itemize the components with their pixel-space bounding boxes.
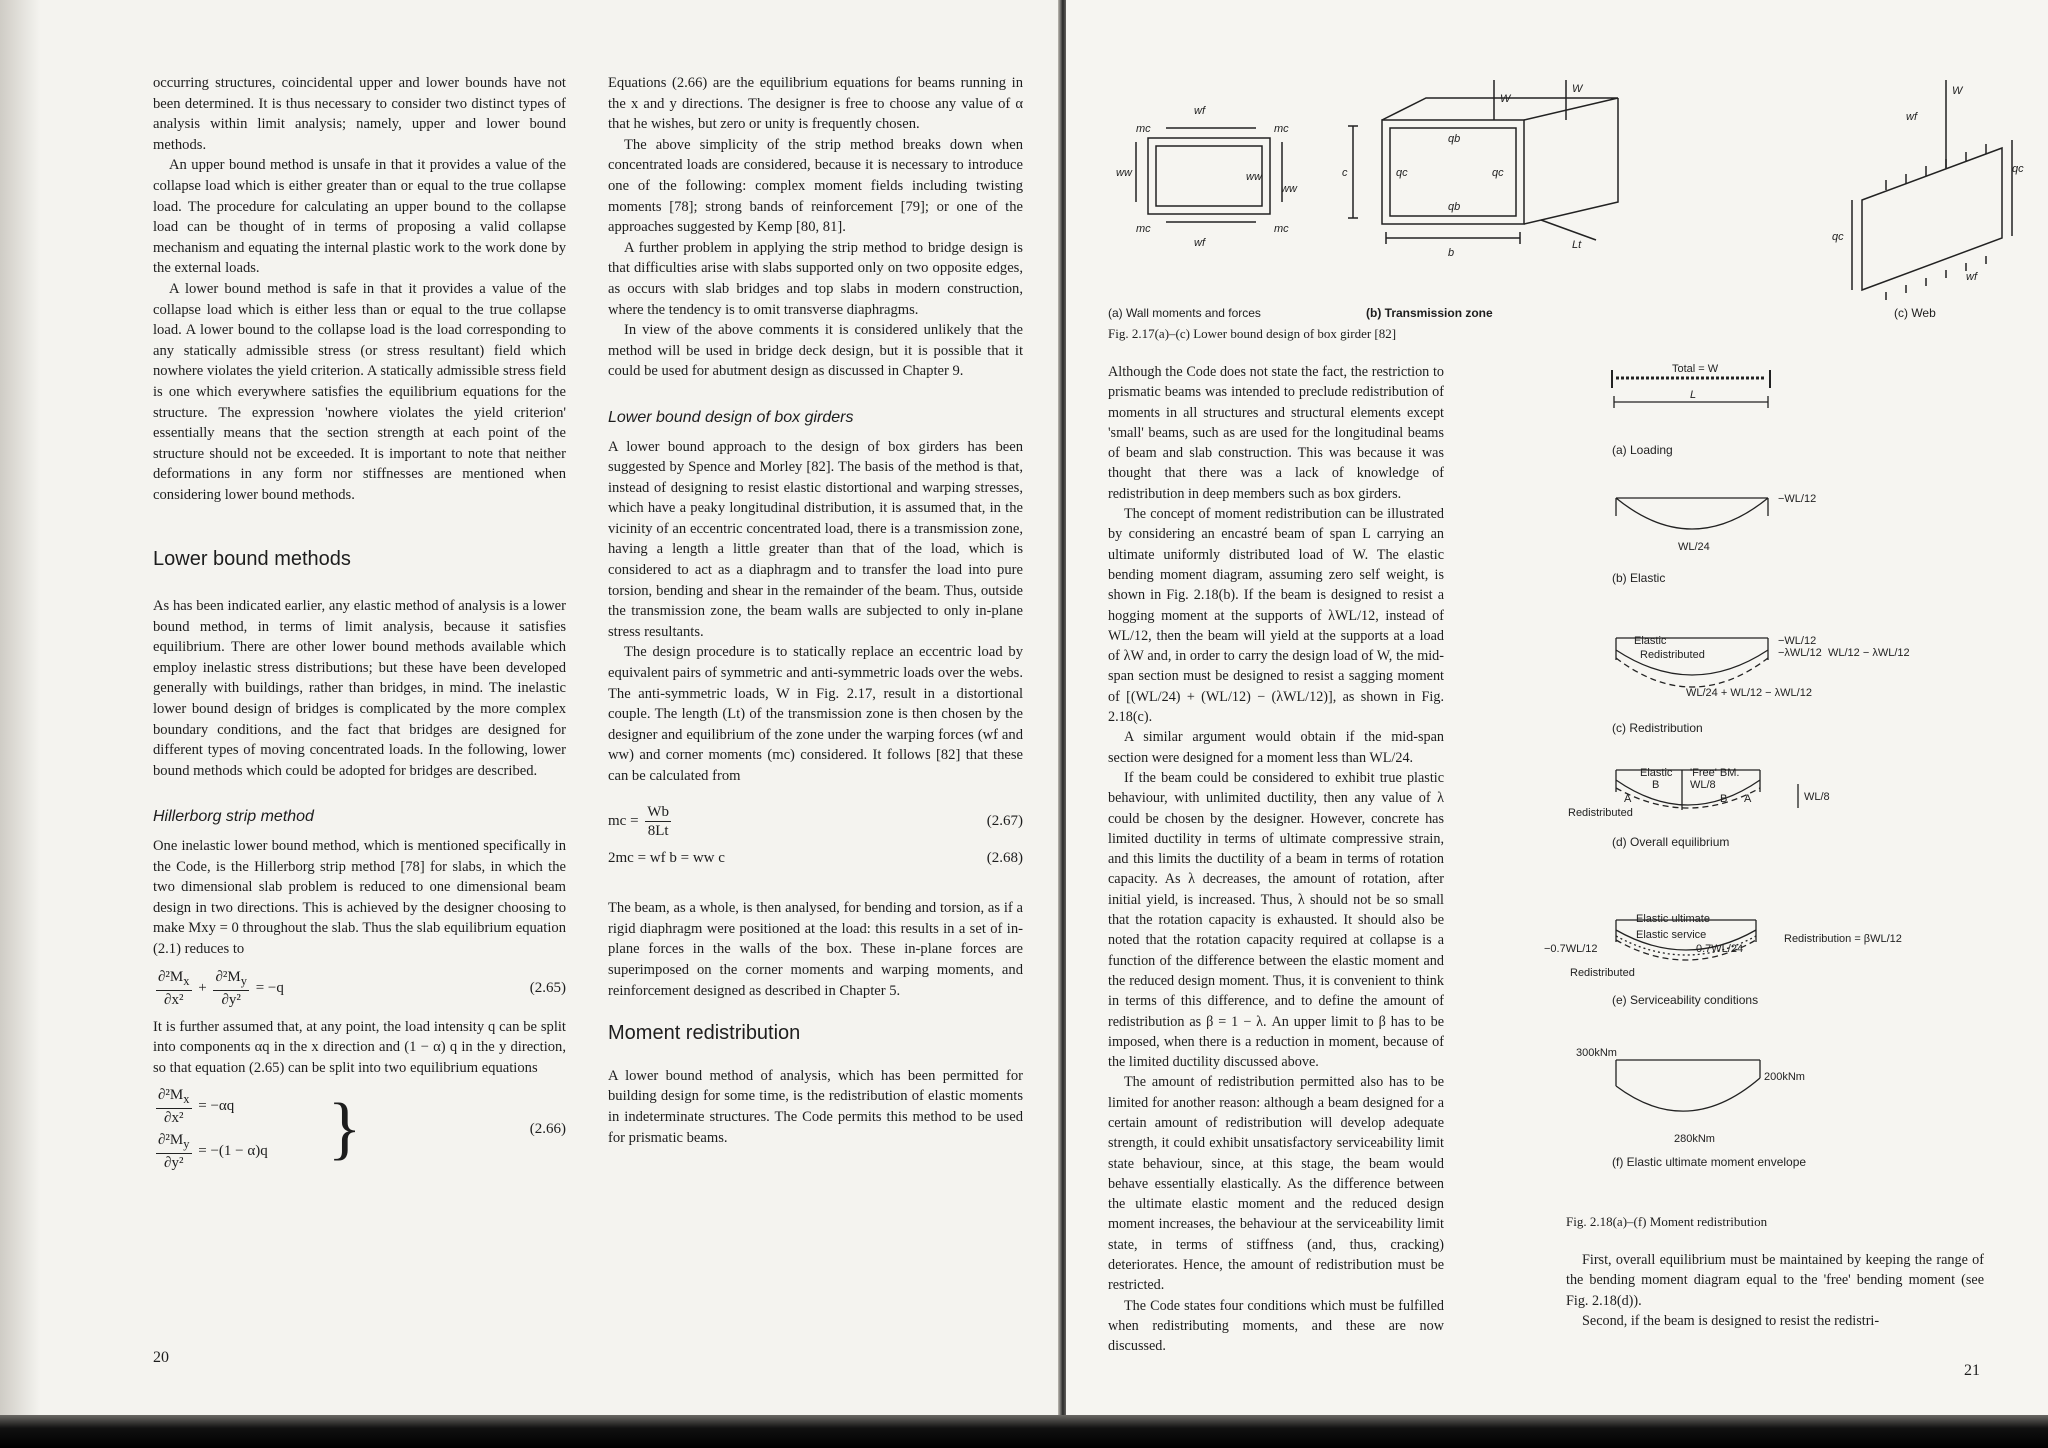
figure-2-17 — [1096, 80, 2036, 325]
svg-text:wf: wf — [1906, 111, 1917, 123]
svg-text:qb: qb — [1448, 201, 1461, 213]
svg-text:(b) Elastic: (b) Elastic — [1612, 571, 1666, 585]
page-edge-shadow — [0, 0, 40, 1448]
svg-text:WL/8: WL/8 — [1804, 791, 1830, 803]
svg-text:Elastic service: Elastic service — [1636, 929, 1707, 941]
paragraph: Although the Code does not state the fact, the restriction to prismatic beams was intended to preclude redistribution of moments in all structures and structural elements except 'small' beams, such as are used for the longitudinal beams of beam and slab construction. This was because it was thought that there was a lack of knowledge of redistribution in deep members such as box girders. — [1108, 364, 1444, 502]
svg-text:WL/8: WL/8 — [1690, 779, 1716, 791]
paragraph: A lower bound approach to the design of box girders has been suggested by Spence and Morley [82]. The basis of the method is that, instead of designing to resist elastic distortional and warping stresses, which have a peaky longitudinal distribution, it is assumed that, in the vicinity of an eccentric concentrated load, there is a transmission zone, having a length a little greater than that of the load, which is considered to act as a diaphragm and to transfer the load into pure torsion, bending and shear in the remainder of the beam. Thus, outside the transmission zone, the beam walls are subjected to only in-plane stress resultants. — [608, 438, 1023, 640]
svg-text:Redistributed: Redistributed — [1640, 649, 1705, 661]
svg-text:Elastic ultimate: Elastic ultimate — [1636, 913, 1710, 925]
fig-2-17-label-a: (a) Wall moments and forces — [1108, 306, 1261, 320]
heading-lower-bound-methods: Lower bound methods — [153, 548, 351, 571]
svg-text:L: L — [1690, 389, 1697, 401]
page-number: 20 — [153, 1349, 169, 1366]
svg-text:c: c — [1342, 167, 1348, 179]
right-page — [1066, 0, 2048, 1448]
svg-text:ww: ww — [1281, 183, 1297, 195]
equation-2-68: 2mc = wf b = ww c (2.68) — [608, 848, 1023, 869]
left-column-1 — [153, 73, 566, 1180]
svg-text:A: A — [1744, 793, 1752, 805]
svg-text:qc: qc — [1492, 167, 1504, 179]
svg-text:wf: wf — [1194, 105, 1205, 117]
svg-text:WL/12 − λWL/12: WL/12 − λWL/12 — [1828, 647, 1910, 659]
paragraph: Equations (2.66) are the equilibrium equations for beams running in the x and y directions. The designer is free to choose any value of α that he wishes, but zero or unity is frequently chosen. — [608, 75, 1023, 133]
svg-text:wf: wf — [1194, 237, 1205, 249]
svg-text:b: b — [1448, 247, 1455, 259]
paragraph: A similar argument would obtain if the mid-span section were designed for a moment less than WL/24. — [1108, 729, 1444, 766]
svg-text:mc: mc — [1274, 223, 1289, 235]
scan-bottom-shadow — [0, 1415, 2048, 1448]
svg-text:qb: qb — [1448, 133, 1461, 145]
figure-2-18 — [1544, 360, 2036, 1230]
svg-text:B: B — [1652, 779, 1660, 791]
svg-text:(f) Elastic ultimate moment en: (f) Elastic ultimate moment envelope — [1612, 1155, 1807, 1169]
svg-text:Redistribution = βWL/12: Redistribution = βWL/12 — [1784, 933, 1902, 945]
svg-text:A: A — [1624, 793, 1632, 805]
paragraph: The above simplicity of the strip method breaks down when concentrated loads are considered, because it is necessary to introduce one of the following: complex moment fields including twisting moments [78]; strong bands of reinforcement [79]; or one of the approaches suggested by Kemp [80, 81]. — [608, 136, 1023, 236]
heading-box-girders: Lower bound design of box girders — [608, 408, 854, 426]
fig-2-17-caption: Fig. 2.17(a)–(c) Lower bound design of box girder [82] — [1108, 326, 1397, 341]
paragraph: A further problem in applying the strip method to bridge design is that difficulties arise with slabs supported only on two opposite edges, as occurs with slab bridges and top slabs in modern construction, where the tendency is to omit transverse diaphragms. — [608, 239, 1023, 318]
equation-2-66: $\frac{\partial^2M_x}{\text{∂x²}}$ = −αq $\frac{\partial^2M_y}{\text{∂y²}}$ = −(1 − α)q } (2.66) — [158, 1087, 566, 1172]
right-column-2 — [1566, 1250, 1984, 1331]
paragraph: The Code states four conditions which must be fulfilled when redistributing moments, and these are now discussed. — [1108, 1297, 1444, 1355]
web-panel — [1862, 148, 2002, 290]
equation-number: (2.65) — [529, 979, 566, 996]
svg-text:qc: qc — [1396, 167, 1408, 179]
svg-text:−λWL/12: −λWL/12 — [1778, 647, 1822, 659]
paragraph: If the beam could be considered to exhibit true plastic behaviour, with unlimited ductility, then any value of λ could be chosen by the designer. However, concrete has limited ductility in terms of ultimate compressive strain, and this limits the ductility of a beam in terms of rotation capacity. As λ decreases, the amount of rotation, after initial yield, is increased. Thus, λ should not be so small that the rotation capacity is exhausted. It should also be noted that the rotation capacity required at collapse is a function of the difference between the elastic moment and the reduced design moment. Thus, it is convenient to think in terms of this difference, and to define the amount of redistribution as β = 1 − λ. An upper limit to β has to be imposed, when there is a reduction in moment, because of the limited ductility discussed above. — [1108, 769, 1444, 1071]
svg-text:−WL/12: −WL/12 — [1778, 493, 1817, 505]
fig-2-18-caption: Fig. 2.18(a)–(f) Moment redistribution — [1566, 1214, 1768, 1229]
svg-text:Elastic: Elastic — [1634, 635, 1667, 647]
equation-2-67: mc = $\frac{Wb}{8Lt}$ (2.67) — [608, 803, 1023, 839]
svg-text:Redistributed: Redistributed — [1570, 967, 1635, 979]
svg-text:ww: ww — [1246, 171, 1262, 183]
paragraph: A lower bound method is safe in that it provides a value of the collapse load which is either less than or equal to the true collapse load. A lower bound to the collapse load is the load corresponding to any statically admissible stress (or stress resultant) field which nowhere violates the yield criterion. A statically admissible stress field is one which everywhere satisfies the equilibrium equations for the structure. The expression 'nowhere violates the yield criterion' essentially means that the section strength at each point of the structure should not be exceeded. It is important to note that neither deformations in any form nor stiffnesses are mentioned when considering lower bound methods. — [153, 280, 566, 503]
paragraph: It is further assumed that, at any point, the load intensity q can be split into components αq in the x direction and (1 − α) q in the y direction, so that equation (2.65) can be split into two equilibrium equations — [153, 1018, 566, 1076]
equation-number: (2.67) — [986, 812, 1023, 829]
paragraph: In view of the above comments it is considered unlikely that the method will be used in bridge deck design, but it is possible that it could be used for abutment design as discussed in Chapter 9. — [608, 322, 1023, 380]
paragraph: First, overall equilibrium must be maintained by keeping the range of the bending moment diagram equal to the 'free' bending moment (see Fig. 2.18(d)). — [1566, 1252, 1984, 1309]
svg-text:−WL/12: −WL/12 — [1778, 635, 1817, 647]
svg-text:Lt: Lt — [1572, 239, 1582, 251]
heading-hillerborg: Hillerborg strip method — [153, 808, 314, 826]
left-column-2 — [608, 73, 1023, 1148]
fig-2-17-label-b: (b) Transmission zone — [1366, 306, 1493, 320]
equation-2-65: $\frac{\partial^2M_x}{\text{∂x²}}$ + $\frac{\partial^2M_y}{\text{∂y²}}$ = −q (2.65) — [158, 968, 566, 1008]
svg-text:300kNm: 300kNm — [1576, 1047, 1617, 1059]
svg-text:wf: wf — [1966, 271, 1977, 283]
svg-text:B: B — [1720, 793, 1728, 805]
paragraph: Second, if the beam is designed to resist the redistri- — [1582, 1312, 1880, 1329]
svg-text:'Free' BM.: 'Free' BM. — [1690, 767, 1740, 779]
svg-text:(a) Loading: (a) Loading — [1612, 443, 1673, 457]
paragraph: occurring structures, coincidental upper and lower bounds have not been determined. It is thus necessary to consider two distinct types of analysis within limit analysis; namely, upper and lower bound methods. — [153, 75, 566, 153]
svg-text:W: W — [1952, 85, 1963, 97]
paragraph: An upper bound method is unsafe in that it provides a value of the collapse load which is either greater than or equal to the true collapse load. The procedure for calculating an upper bound to the collapse load can be thought of in terms of proposing a valid collapse mechanism and equating the internal plastic work to the work done by the external loads. — [153, 157, 566, 277]
svg-text:mc: mc — [1136, 123, 1151, 135]
paragraph: The beam, as a whole, is then analysed, for bending and torsion, as if a rigid diaphragm were positioned at the load: this results in a set of in-plane forces in the walls of the box. These in-plane forces are superimposed on the corner moments and warping moments, and reinforcement designed as described in Chapter 5. — [608, 900, 1023, 999]
paragraph: The design procedure is to statically replace an eccentric load by equivalent pairs of symmetric and anti-symmetric loads over the webs. The anti-symmetric loads, W in Fig. 2.17, result in a distortional couple. The length (Lt) of the transmission zone is then chosen by the designer and equilibrium of the zone under the warping forces (wf and ww) and corner moments (mc) considered. It follows [82] that these can be calculated from — [608, 644, 1023, 784]
svg-text:qc: qc — [1832, 231, 1844, 243]
svg-text:280kNm: 280kNm — [1674, 1133, 1715, 1145]
svg-text:WL/24 + WL/12 − λWL/12: WL/24 + WL/12 − λWL/12 — [1686, 687, 1812, 699]
equation-number: (2.68) — [986, 849, 1023, 866]
svg-text:WL/24: WL/24 — [1678, 541, 1710, 553]
equation-number: (2.66) — [529, 1121, 566, 1138]
svg-text:−0.7WL/12: −0.7WL/12 — [1544, 943, 1598, 955]
paragraph: A lower bound method of analysis, which has been permitted for building design for some time, is the redistribution of elastic moments in indeterminate structures. The Code permits this method to be used for prismatic beams. — [608, 1067, 1023, 1146]
svg-text:ww: ww — [1116, 167, 1132, 179]
svg-text:0.7WL/24: 0.7WL/24 — [1696, 943, 1744, 955]
paragraph: One inelastic lower bound method, which is mentioned specifically in the Code, is the Hillerborg strip method [78] for slabs, in which the two dimensional slab problem is reduced to one dimensional beam design in two directions. This is achieved by the designer choosing to make Mxy = 0 throughout the slab. Thus the slab equilibrium equation (2.1) reduces to — [153, 838, 566, 957]
svg-text:W: W — [1500, 93, 1511, 105]
svg-text:(d) Overall equilibrium: (d) Overall equilibrium — [1612, 835, 1730, 849]
svg-text:mc: mc — [1274, 123, 1289, 135]
svg-text:Elastic: Elastic — [1640, 767, 1673, 779]
svg-text:Redistributed: Redistributed — [1568, 807, 1633, 819]
svg-text:(c) Redistribution: (c) Redistribution — [1612, 721, 1703, 735]
svg-text:Total = W: Total = W — [1672, 363, 1719, 375]
svg-text:W: W — [1572, 83, 1583, 95]
fig-2-17-label-c: (c) Web — [1894, 306, 1936, 320]
paragraph: The amount of redistribution permitted also has to be limited for another reason: although a beam designed for a certain amount of redistribution will develop adequate strength, it could exhibit unsatisfactory serviceability limit state behaviour, since, at this stage, the beam would behave essentially elastically. As the difference between the ultimate elastic moment and the reduced design moment increases, the behaviour at the serviceability limit state, in terms of stiffness (and, thus, cracking) deteriorates. Hence, the amount of redistribution must be restricted. — [1108, 1074, 1444, 1294]
heading-moment-redistribution: Moment redistribution — [608, 1022, 801, 1045]
right-text-column — [1108, 362, 1444, 1357]
svg-text:mc: mc — [1136, 223, 1151, 235]
paragraph: As has been indicated earlier, any elastic method of analysis is a lower bound method, in terms of limit analysis, because it satisfies equilibrium. There are other lower bound methods available which employ inelastic stress distributions; but these have been developed generally with buildings, rather than bridges, in mind. The inelastic lower bound design of bridges is complicated by the more complex boundary conditions, and the fact that bridges are designed for different types of moving concentrated loads. In the following, lower bound methods which could be adopted for bridges are described. — [153, 598, 566, 779]
page-number: 21 — [1964, 1362, 1980, 1379]
svg-text:qc: qc — [2012, 163, 2024, 175]
svg-text:(e) Serviceability conditions: (e) Serviceability conditions — [1612, 993, 1759, 1007]
paragraph: The concept of moment redistribution can be illustrated by considering an encastré beam of span L carrying an ultimate uniformly distributed load of W. The elastic bending moment diagram, assuming zero self weight, is shown in Fig. 2.18(b). If the beam is designed to resist a hogging moment at the supports of λWL/12, instead of WL/12, then the beam will yield at the supports at a load of λW and, in order to carry the design load of W, the mid-span section must be designed to resist a sagging moment of [(WL/24) + (WL/12) − (λWL/12)], as shown in Fig. 2.18(c). — [1108, 506, 1444, 726]
svg-text:200kNm: 200kNm — [1764, 1071, 1805, 1083]
